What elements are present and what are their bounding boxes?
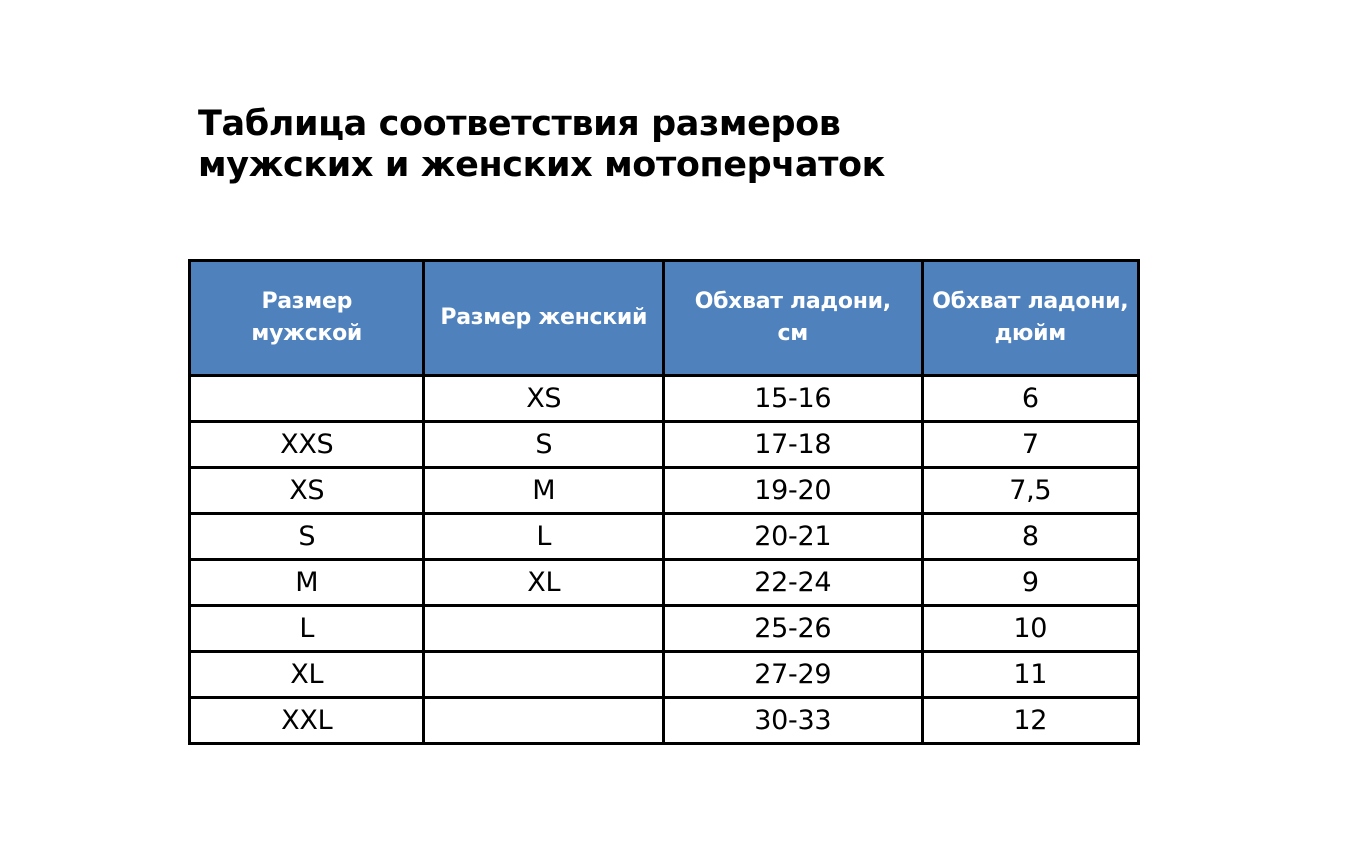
cell-women-size: XS	[424, 376, 664, 422]
cell-men-size: XL	[190, 652, 424, 698]
cell-palm-inch: 12	[922, 698, 1138, 744]
cell-palm-cm: 25-26	[663, 606, 922, 652]
cell-palm-inch: 6	[922, 376, 1138, 422]
cell-men-size: XXL	[190, 698, 424, 744]
cell-palm-inch: 7	[922, 422, 1138, 468]
cell-women-size: XL	[424, 560, 664, 606]
cell-palm-cm: 30-33	[663, 698, 922, 744]
header-men-size: Размер мужской	[190, 261, 424, 376]
table-row	[190, 514, 1139, 560]
table-row	[190, 560, 1139, 606]
cell-women-size: M	[424, 468, 664, 514]
table-row	[190, 422, 1139, 468]
table-row	[190, 376, 1139, 422]
header-palm-cm: Обхват ладони, см	[663, 261, 922, 376]
cell-palm-inch: 10	[922, 606, 1138, 652]
cell-men-size	[190, 376, 424, 422]
cell-women-size	[424, 606, 664, 652]
header-palm-inch: Обхват ладони, дюйм	[922, 261, 1138, 376]
title-line-1: Таблица соответствия размеров	[198, 104, 841, 144]
cell-palm-inch: 8	[922, 514, 1138, 560]
cell-women-size	[424, 652, 664, 698]
page-title	[198, 104, 1098, 186]
cell-women-size	[424, 698, 664, 744]
cell-men-size: XXS	[190, 422, 424, 468]
cell-palm-cm: 19-20	[663, 468, 922, 514]
cell-women-size: L	[424, 514, 664, 560]
cell-men-size: M	[190, 560, 424, 606]
table-row	[190, 606, 1139, 652]
cell-palm-cm: 15-16	[663, 376, 922, 422]
cell-women-size: S	[424, 422, 664, 468]
cell-men-size: XS	[190, 468, 424, 514]
table-header-row	[190, 261, 1139, 376]
table-row	[190, 468, 1139, 514]
table-row	[190, 652, 1139, 698]
cell-palm-cm: 22-24	[663, 560, 922, 606]
size-table	[188, 259, 1140, 745]
cell-palm-cm: 20-21	[663, 514, 922, 560]
cell-palm-cm: 17-18	[663, 422, 922, 468]
cell-men-size: L	[190, 606, 424, 652]
cell-palm-cm: 27-29	[663, 652, 922, 698]
cell-men-size: S	[190, 514, 424, 560]
cell-palm-inch: 7,5	[922, 468, 1138, 514]
table-body	[190, 376, 1139, 744]
title-line-2: мужских и женских мотоперчаток	[198, 144, 885, 185]
cell-palm-inch: 11	[922, 652, 1138, 698]
table-row	[190, 698, 1139, 744]
header-women-size: Размер женский	[424, 261, 664, 376]
cell-palm-inch: 9	[922, 560, 1138, 606]
